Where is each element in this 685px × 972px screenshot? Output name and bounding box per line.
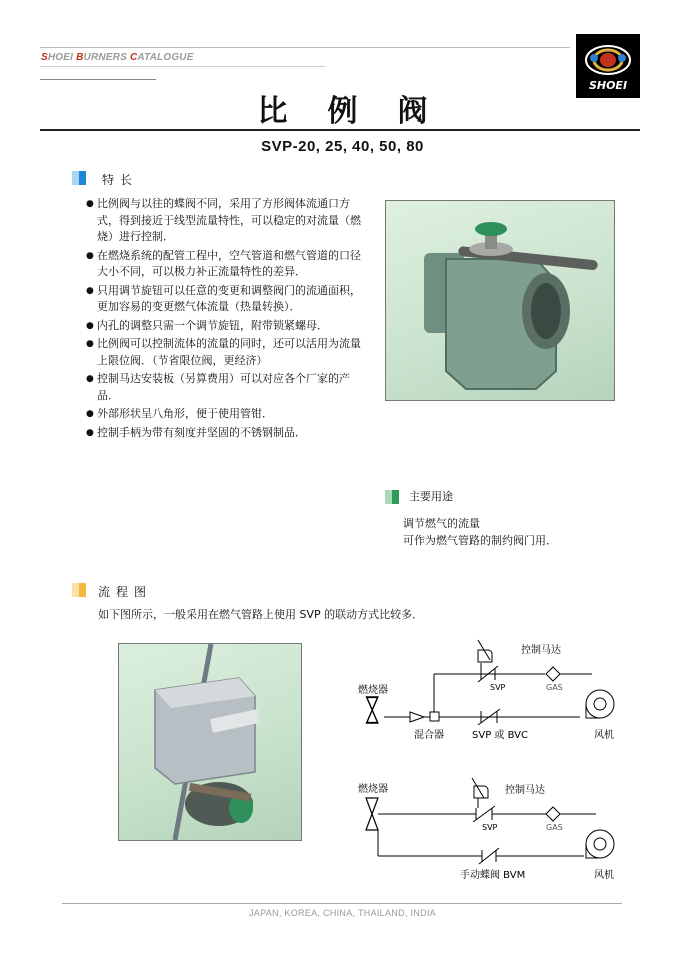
d1-burner-label: 燃烧器 bbox=[358, 685, 388, 696]
flow-heading: 流程图 bbox=[98, 585, 153, 599]
svg-text:SHOEI: SHOEI bbox=[588, 79, 628, 92]
d2-burner-label: 燃烧器 bbox=[358, 784, 388, 795]
header-short-rule bbox=[40, 79, 156, 80]
model-numbers: SVP-20, 25, 40, 50, 80 bbox=[261, 138, 424, 155]
usage-line: 可作为燃气管路的制约阀门用． bbox=[403, 534, 557, 547]
feature-item: ● 内孔的调整只需一个调节旋钮，附带锁紧螺母． bbox=[86, 318, 366, 335]
feature-item: ● 在燃烧系统的配管工程中，空气管道和燃气管道的口径大小不同，可以极力补正流量特性的差异． bbox=[86, 248, 366, 281]
title-rule bbox=[40, 129, 640, 131]
d1-gas-label: GAS bbox=[546, 683, 563, 692]
usage-heading: 主要用途 bbox=[409, 490, 453, 503]
feature-item: ● 比例阀可以控制流体的流量的同时，还可以活用为流量上限位阀．（节省限位阀，更经济） bbox=[86, 336, 366, 369]
feature-item: ● 比例阀与以往的蝶阀不同，采用了方形阀体流通口方式，得到接近于线型流量特性，可以稳定的对流量（燃烧）进行控制． bbox=[86, 196, 366, 246]
valve-photo bbox=[385, 200, 615, 401]
d2-fan-label: 风机 bbox=[594, 870, 614, 881]
d2-motor-label: 控制马达 bbox=[505, 785, 545, 796]
d1-svp-label: SVP bbox=[490, 683, 506, 692]
flow-intro: 如下图所示，一般采用在燃气管路上使用 SVP 的联动方式比较多． bbox=[98, 608, 424, 621]
flow-diagram bbox=[350, 630, 650, 890]
header-rule bbox=[40, 47, 570, 48]
feature-item: ● 控制手柄为带有刻度并坚固的不锈钢制品． bbox=[86, 425, 366, 442]
features-heading: 特长 bbox=[102, 173, 139, 187]
d2-manual-valve-label: 手动蝶阀 BVM bbox=[460, 870, 526, 881]
d1-mixer-label: 混合器 bbox=[414, 730, 444, 741]
usage-text bbox=[403, 515, 557, 549]
header-subrule bbox=[40, 66, 325, 67]
d2-gas-label: GAS bbox=[546, 823, 563, 832]
section-marker-yellow bbox=[72, 583, 86, 597]
section-marker-green bbox=[385, 490, 399, 504]
d1-fan-label: 风机 bbox=[594, 730, 614, 741]
page-title: 比例阀 bbox=[257, 94, 468, 129]
feature-item: ● 控制马达安装板（另算费用）可以对应各个厂家的产品． bbox=[86, 371, 366, 404]
feature-item: ● 只用调节旋钮可以任意的变更和调整阀门的流通面积，更加容易的变更燃气体流量（热量转换）． bbox=[86, 283, 366, 316]
d1-svp-bvc-label: SVP 或 BVC bbox=[472, 730, 528, 741]
footer-countries: JAPAN, KOREA, CHINA, THAILAND, INDIA bbox=[248, 908, 436, 918]
motor-valve-photo bbox=[118, 643, 302, 841]
usage-line: 调节燃气的流量 bbox=[403, 517, 480, 530]
footer-rule bbox=[62, 903, 622, 904]
features-list bbox=[86, 196, 366, 443]
d1-motor-label: 控制马达 bbox=[521, 645, 561, 656]
catalogue-title: SHOEI BURNERS CATALOGUE bbox=[41, 52, 194, 63]
d2-svp-label: SVP bbox=[482, 823, 498, 832]
section-marker-blue bbox=[72, 171, 86, 185]
feature-item: ● 外部形状呈八角形，便于使用管钳． bbox=[86, 406, 366, 423]
